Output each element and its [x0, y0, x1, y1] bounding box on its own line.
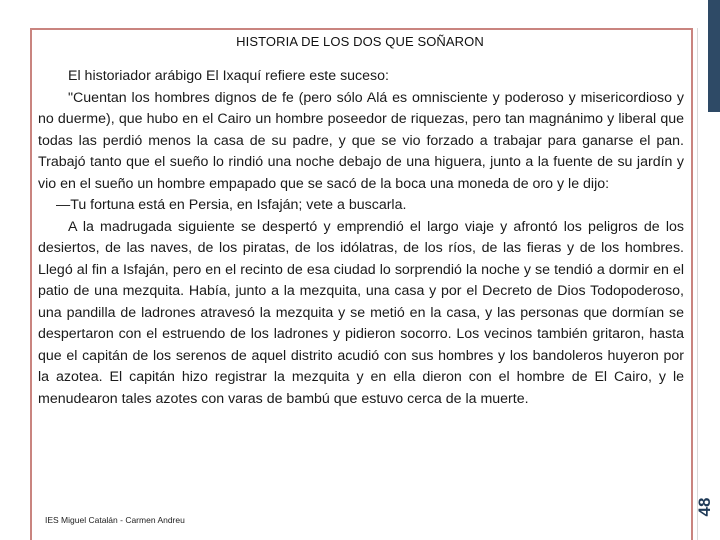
page-number: 48 [695, 497, 714, 517]
side-bar-accent [708, 0, 720, 112]
document-title: HISTORIA DE LOS DOS QUE SOÑARON [236, 34, 484, 49]
footer-credit: IES Miguel Catalán - Carmen Andreu [45, 515, 185, 525]
body-text [38, 66, 684, 410]
paragraph-story-start: "Cuentan los hombres dignos de fe (pero sólo Alá es omnisciente y poderoso y misericordioso y no duerme), que hubo en el Cairo un hombre poseedor de riquezas, pero tan magnánimo y liberal que todas las perdió menos la casa de su padre, y que se vio forzado a trabajar para ganarse el pan. Trabajó tanto que el sueño lo rindió una noche debajo de una higuera, junto a la fuente de su jardín y vio en el sueño un hombre empapado que se sacó de la boca una moneda de oro y le dijo: [38, 89, 684, 192]
paragraph-dialogue: —Tu fortuna está en Persia, en Isfaján; vete a buscarla. [56, 197, 407, 213]
side-divider [697, 28, 698, 540]
paragraph-journey: A la madrugada siguiente se despertó y emprendió el largo viaje y afrontó los peligros de los desiertos, de las naves, de los piratas, de los idólatras, de los ríos, de las fieras y de los hombres. Llegó al fin a Isfaján, pero en el recinto de esa ciudad lo sorprendió la noche y se tendió a dormir en el patio de una mezquita. Había, junto a la mezquita, una casa y por el Decreto de Dios Todopoderoso, una pandilla de ladrones atravesó la mezquita y se metió en la casa, y las personas que dormían se despertaron con el estruendo de los ladrones y pidieron socorro. Los vecinos también gritaron, hasta que el capitán de los serenos de aquel distrito acudió con sus hombres y los bandoleros huyeron por la azotea. El capitán hizo registrar la mezquita y en ella dieron con el hombre de El Cairo, y le menudearon tales azotes con varas de bambú que estuvo cerca de la muerte. [38, 218, 684, 407]
paragraph-intro: El historiador arábigo El Ixaquí refiere este suceso: [68, 68, 389, 84]
